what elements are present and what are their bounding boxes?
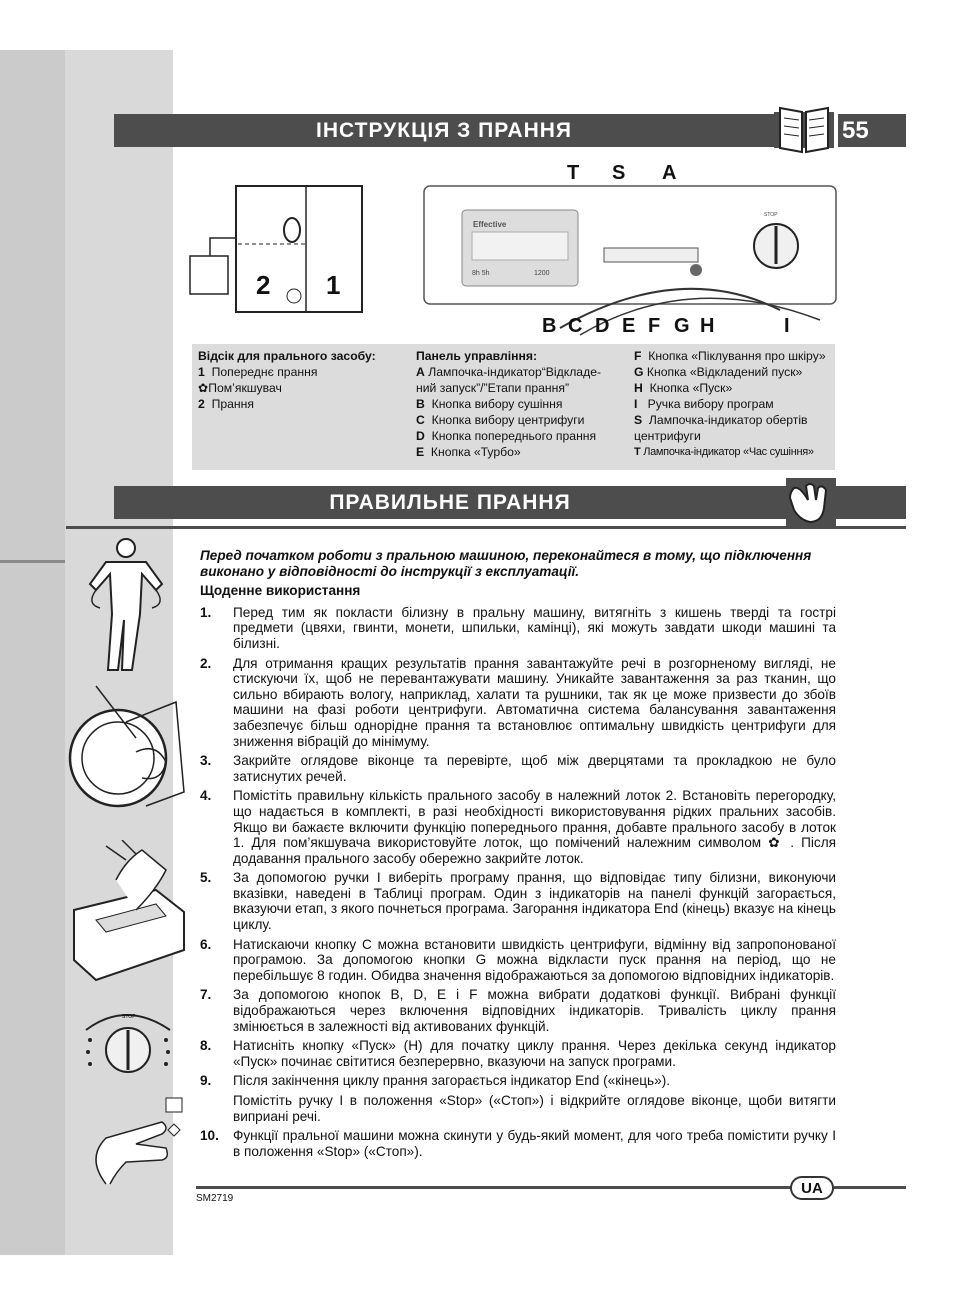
list-item — [200, 1128, 836, 1159]
list-text: Після закінчення циклу прання загорається індикатор End («кінець»). — [233, 1073, 670, 1089]
list-item-continuation: Помістіть ручку I в положення «Stop» («Стоп») і відкрийте оглядове віконце, щоби витягти виприані речі. — [233, 1093, 836, 1124]
label-D: D — [595, 315, 610, 337]
list-number: 4. — [200, 788, 212, 804]
list-number: 9. — [200, 1073, 212, 1089]
section-title-bar — [114, 114, 774, 147]
list-item — [200, 605, 836, 652]
list-text: Натискаючи кнопку C можна встановити швидкість центрифуги, відмінну від запропонованої програмою. За допомогою кнопки G можна відкласти пуск прання на період, що не перебільшує 8 годин. Обидва значення відображаються за допомогою відповідних індикаторів. — [233, 936, 836, 983]
legend-text: Кнопка вибору центрифуги — [431, 413, 585, 427]
document-code: SM2719 — [196, 1193, 234, 1204]
legend-text: центрифуги — [634, 429, 701, 443]
legend-text: Кнопка «Турбо» — [430, 445, 521, 459]
legend-panel-column — [416, 348, 626, 460]
legend-text: Попереднє прання — [211, 365, 318, 379]
list-text: Перед тим як покласти білизну в пральну машину, витягніть з кишень тверді та гострі предмети (цвяхи, гвинти, монети, шпильки, камінці), які можуть завдати шкоди машині та білизні. — [233, 604, 836, 651]
label-E: E — [622, 315, 636, 337]
label-A: A — [662, 162, 677, 184]
detergent-drawer-diagram — [180, 160, 840, 340]
program-dial-illustration — [66, 1000, 186, 1086]
language-badge: UA — [790, 1176, 834, 1200]
svg-text:STOP: STOP — [122, 1014, 136, 1020]
legend-panel-title: Панель управління: — [416, 349, 538, 363]
legend-key: T — [634, 446, 641, 458]
washer-door-illustration — [66, 682, 186, 822]
list-number: 2. — [200, 655, 212, 671]
legend-text: ний запуск”/”Етапи прання” — [416, 381, 570, 395]
legend-text: Кнопка вибору сушіння — [431, 397, 563, 411]
label-T: T — [567, 162, 580, 184]
legend-text: Лампочка-індикатор «Час сушіння» — [643, 446, 814, 458]
start-button-hand-illustration — [66, 1088, 186, 1188]
legend-key: C — [416, 413, 425, 427]
list-number: 3. — [200, 753, 212, 769]
footer-rule — [196, 1186, 792, 1189]
label-H: H — [700, 315, 715, 337]
left-margin-divider — [0, 560, 65, 563]
list-text: Натисніть кнопку «Пуск» (H) для початку циклу прання. Через декілька секунд індикатор «Пуск» починає світитися безперервно, вказуючи на запуск програми. — [233, 1038, 836, 1069]
display-speed: 1200 — [534, 270, 550, 277]
legend-key: D — [416, 429, 425, 443]
label-C: C — [568, 315, 583, 337]
drawer-compartment-2: 2 — [256, 270, 271, 300]
section-title-bar — [114, 486, 786, 519]
label-B: B — [542, 315, 557, 337]
legend-key: I — [634, 397, 638, 411]
instructions-body — [200, 548, 836, 1163]
legend-key: H — [634, 381, 643, 395]
legend-text: Кнопка попереднього прання — [431, 429, 597, 443]
legend-text: Кнопка «Пуск» — [649, 381, 733, 395]
list-text: За допомогою кнопок B, D, E і F можна вибрати додаткові функції. Вибрані функції відображаються через включення відповідних індикаторів. Тривалість циклу прання змінюється в залежності від активованих функцій. — [233, 987, 836, 1034]
legend-key: A — [416, 365, 425, 379]
legend-key: B — [416, 397, 425, 411]
hand-icon — [786, 478, 836, 526]
legend-text: Пом’якшувач — [208, 381, 282, 395]
flower-icon: ✿ — [198, 381, 209, 395]
list-item — [200, 788, 836, 866]
legend-text: Лампочка-індикатор“Відкладе- — [428, 365, 602, 379]
dial-stop-label: STOP — [764, 212, 778, 218]
label-I: I — [784, 315, 790, 337]
section-title: ІНСТРУКЦІЯ З ПРАННЯ — [315, 118, 573, 142]
page-number-box — [838, 114, 906, 147]
drawer-compartment-1: 1 — [326, 270, 341, 300]
legend-drawer-title: Відсік для прального засобу: — [198, 349, 376, 363]
legend-key: 1 — [198, 365, 205, 379]
list-text: Помістіть правильну кількість прального засобу в належний лоток 2. Встановіть перегородку, що надається в комплекті, в разі необхідності використовування рідких пральних засобів. Якщо ви бажаєте включити функцію попереднього прання, добавте прального засобу в лоток 1. Для пом’якшувача використовуйте лоток, що помічений належним символом ✿ . Після додавання прального засобу обережно закрийте лоток. — [233, 788, 836, 866]
detergent-drawer-illustration — [66, 840, 186, 990]
person-illustration — [66, 534, 186, 674]
page-number: 55 — [842, 116, 869, 144]
legend-text: Кнопка «Відкладений пуск» — [646, 365, 803, 379]
legend-drawer-column — [198, 348, 408, 412]
list-text: Для отримання кращих результатів прання завантажуйте речі в розгорненому вигляді, не стискуючи їх, щоб не перевантажувати машину. Уникайте завантаження за раз тканин, що сильно вбирають вологу, наприклад, халати та рушники, так як це може призвести до збоїв машини на фазі роботи центрифуги. Автоматична система балансування завантаження забезпечує більш однорідне прання та встановлює оптимальну швидкість центрифуги для зниження вібрацій до мінімуму. — [233, 655, 836, 749]
legend-key: S — [634, 413, 643, 427]
legend-box — [192, 344, 835, 470]
list-text: За допомогою ручки I виберіть програму прання, що відповідає типу білизни, виконуючи вказівки, наведені в Таблиці програм. Один з індикаторів на панелі функцій загорається, вказуючи етап, з якого почнеться програма. Загорання індикатора End (кінець) вказує на кінець циклу. — [233, 870, 836, 933]
legend-key: F — [634, 349, 642, 363]
intro-paragraph: Перед початком роботи з пральною машиною, переконайтеся в тому, що підключення виконано у відповідності до інструкції з експлуатації. — [200, 548, 812, 579]
list-number: 10. — [200, 1128, 219, 1144]
list-text: Закрийте оглядове віконце та перевірте, щоб між дверцятами та прокладкою не було затиснутих речей. — [233, 753, 836, 784]
label-S: S — [612, 162, 626, 184]
list-item — [200, 870, 836, 932]
section-bar-tail — [836, 486, 906, 519]
list-item — [200, 1038, 836, 1069]
book-icon — [774, 102, 834, 154]
display-time: 8h 5h — [472, 270, 490, 277]
daily-use-heading: Щоденне використання — [200, 583, 361, 599]
legend-text: Ручка вибору програм — [647, 397, 774, 411]
list-number: 6. — [200, 936, 212, 952]
left-margin-stripe — [0, 50, 65, 1255]
footer-rule — [834, 1186, 906, 1189]
section-underline — [66, 526, 906, 529]
list-number: 5. — [200, 870, 212, 886]
section-title: ПРАВИЛЬНЕ ПРАННЯ — [329, 490, 571, 514]
list-item — [200, 987, 836, 1034]
list-item — [200, 937, 836, 984]
list-item — [200, 656, 836, 750]
list-number: 1. — [200, 604, 212, 620]
list-item — [200, 1073, 836, 1089]
legend-key: 2 — [198, 397, 205, 411]
list-item — [200, 753, 836, 784]
legend-text: Кнопка «Піклування про шкіру» — [648, 349, 826, 363]
label-G: G — [674, 315, 690, 337]
list-text: Функції пральної машини можна скинути у будь-який момент, для чого треба помістити ручку I в положення «Stop» («Стоп»). — [233, 1128, 836, 1159]
list-number: 7. — [200, 987, 212, 1003]
list-number: 8. — [200, 1038, 212, 1054]
panel-diagram — [180, 160, 840, 340]
legend-key: G — [634, 365, 644, 379]
display-brand: Effective — [473, 220, 507, 229]
label-F: F — [648, 315, 661, 337]
legend-text: Прання — [211, 397, 254, 411]
legend-buttons-column — [634, 348, 834, 460]
legend-text: Лампочка-індикатор обертів — [648, 413, 808, 427]
legend-key: E — [416, 445, 425, 459]
